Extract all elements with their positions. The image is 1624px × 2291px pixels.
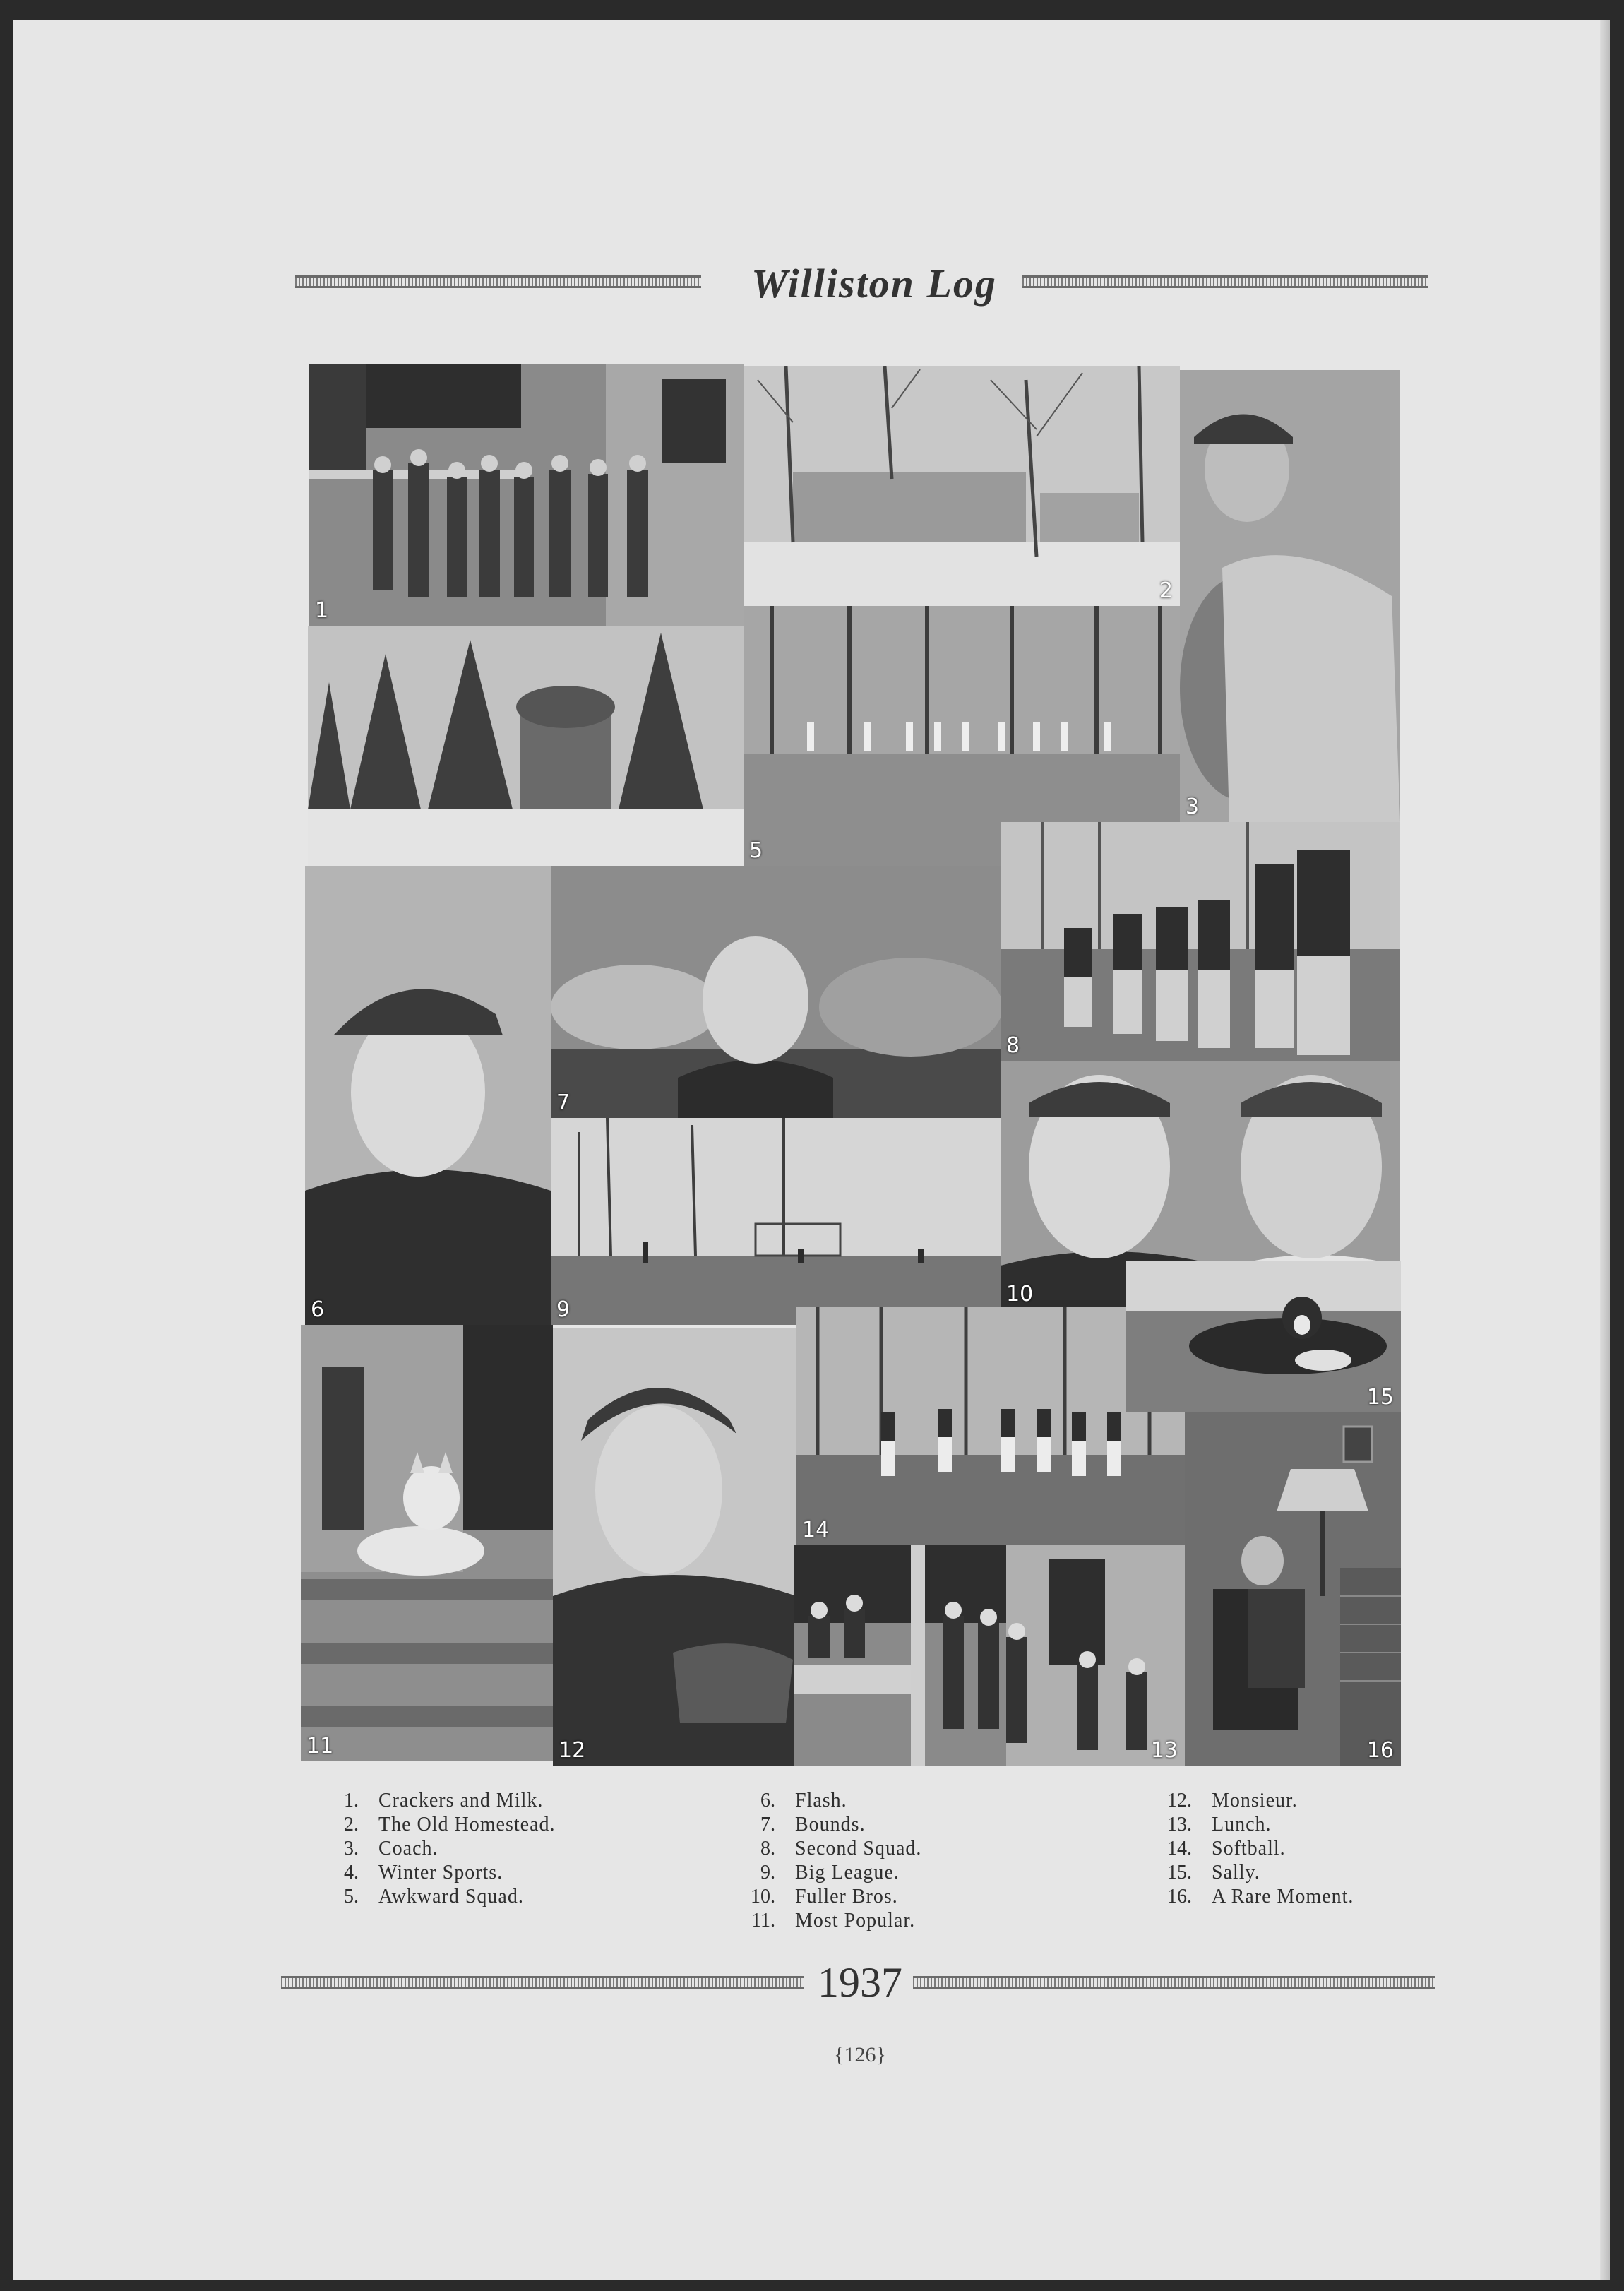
page-number: {126} [834,2043,886,2066]
photo-a-rare-moment [1185,1412,1401,1766]
photo-number: 11 [306,1734,334,1759]
photo-number: 3 [1186,795,1200,819]
caption-column-3 [1150,1789,1354,1909]
photo-number: 6 [311,1297,325,1322]
photo-number: 14 [802,1518,830,1542]
photo-number: 1 [315,598,329,623]
year-label: 1937 [818,1959,902,2006]
caption-item: 10. Fuller Bros. [751,1886,898,1908]
caption-item: 9. Big League. [760,1862,900,1884]
caption-item: 1. Crackers and Milk. [344,1790,544,1811]
caption-item: 15. Sally. [1167,1862,1260,1884]
photo-lunch [794,1545,1185,1766]
photo-crackers-and-milk [309,364,744,626]
photo-flash [305,866,551,1325]
footer-rule-left [281,1976,804,1989]
photo-big-league [551,1118,1001,1325]
caption-item: 6. Flash. [760,1790,847,1811]
yearbook-page [13,20,1610,2280]
photo-number: 8 [1006,1033,1020,1058]
photo-number: 9 [556,1297,571,1322]
photo-most-popular [301,1325,553,1761]
header-rule-right [1022,275,1428,288]
photo-bounds [551,866,1001,1118]
caption-item: 3. Coach. [344,1838,438,1859]
photo-coach [1180,370,1400,822]
photo-old-homestead [744,366,1180,606]
caption-item: 2. The Old Homestead. [344,1814,556,1835]
caption-column-1 [316,1789,556,1909]
caption-column-2 [733,1789,921,1933]
photo-number: 16 [1366,1738,1394,1763]
photo-number: 10 [1006,1282,1034,1307]
photo-second-squad [1001,822,1400,1061]
photo-number: 12 [559,1738,586,1763]
caption-item: 13. Lunch. [1167,1814,1272,1835]
caption-item: 11. Most Popular. [751,1910,916,1932]
caption-item: 8. Second Squad. [760,1838,922,1859]
photo-sally [1126,1261,1401,1412]
footer-rule-right [913,1976,1435,1989]
photo-number: 7 [556,1090,571,1115]
photo-number: 5 [749,838,763,863]
caption-item: 7. Bounds. [760,1814,866,1835]
page-edge [1600,20,1610,2280]
photo-winter-sports [308,626,744,866]
caption-item: 14. Softball. [1167,1838,1286,1859]
photo-number: 15 [1366,1385,1394,1410]
caption-item: 4. Winter Sports. [344,1862,503,1884]
caption-item: 16. A Rare Moment. [1167,1886,1354,1908]
photo-number: 2 [1159,578,1173,603]
photo-monsieur [553,1328,796,1766]
page-title: Williston Log [751,261,997,307]
header-rule-left [295,275,701,288]
caption-item: 12. Monsieur. [1167,1790,1298,1811]
caption-item: 5. Awkward Squad. [344,1886,524,1908]
photo-number: 13 [1150,1738,1178,1763]
